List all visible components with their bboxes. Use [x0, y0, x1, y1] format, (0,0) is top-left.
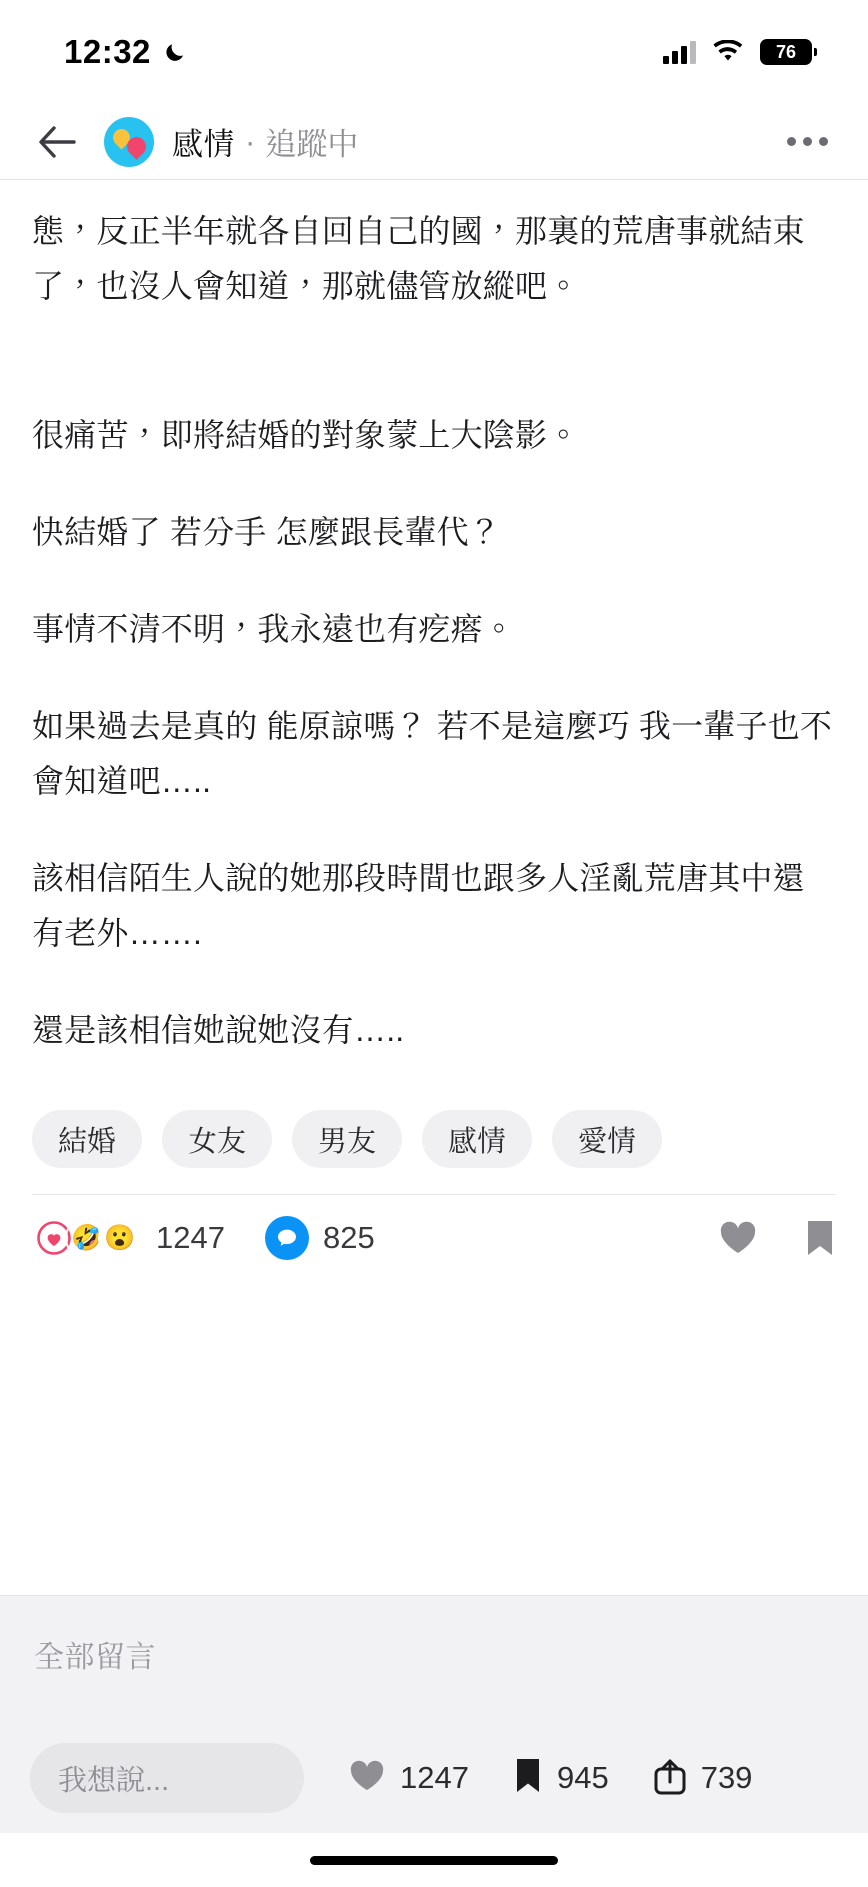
status-bar-right [663, 39, 812, 65]
bookmark-icon [513, 1757, 543, 1800]
wifi-icon [712, 40, 744, 64]
paragraph-spacer [32, 961, 836, 1003]
post-paragraph: 事情不清不明，我永遠也有疙瘩。 [32, 611, 516, 647]
status-bar [0, 0, 868, 104]
heart-icon [348, 1758, 386, 1799]
paragraph-spacer [32, 314, 836, 408]
tag-item[interactable]: 感情 [422, 1110, 532, 1168]
bottom-action-bar [0, 1715, 868, 1833]
cellular-signal-icon [663, 40, 696, 64]
post-content [0, 180, 868, 1581]
paragraph-spacer [32, 657, 836, 699]
back-arrow-icon[interactable] [34, 119, 80, 165]
reaction-count: 1247 [156, 1220, 225, 1255]
tag-list [32, 1110, 836, 1168]
comments-title: 全部留言 [34, 1641, 156, 1674]
crescent-moon-icon [163, 39, 189, 65]
surprised-emoji-icon: 😮 [98, 1216, 142, 1260]
post-paragraph: 快結婚了 若分手 怎麼跟長輩代？ [32, 514, 501, 550]
home-indicator[interactable] [310, 1856, 558, 1865]
post-paragraph: 如果過去是真的 能原諒嗎？ 若不是這麼巧 我一輩子也不會知道吧….. [32, 708, 833, 799]
post-paragraph: 態，反正半年就各自回自己的國，那裏的荒唐事就結束了，也沒人會知道，那就儘管放縱吧。 [32, 213, 805, 304]
tag-item[interactable]: 男友 [292, 1110, 402, 1168]
reaction-bar [32, 1194, 836, 1281]
board-avatar-hearts[interactable] [104, 117, 154, 167]
comment-bubble-icon [265, 1216, 309, 1260]
tag-item[interactable]: 女友 [162, 1110, 272, 1168]
share-count: 739 [700, 1760, 753, 1795]
reaction-summary[interactable] [32, 1216, 225, 1260]
bookmark-icon[interactable] [804, 1218, 836, 1258]
status-time: 12:32 [64, 33, 151, 70]
post-paragraph: 很痛苦，即將結婚的對象蒙上大陰影。 [32, 417, 580, 453]
like-button[interactable] [348, 1758, 469, 1799]
nav-separator: · [245, 123, 256, 159]
nav-bar [0, 104, 868, 180]
emoji-stack [32, 1216, 142, 1260]
paragraph-spacer [32, 463, 836, 505]
comment-count: 825 [322, 1220, 375, 1255]
comment-summary[interactable] [265, 1216, 375, 1260]
comments-section [0, 1595, 868, 1715]
like-count: 1247 [400, 1760, 469, 1795]
paragraph-spacer [32, 809, 836, 851]
post-paragraph: 該相信陌生人說的她那段時間也跟多人淫亂荒唐其中還有老外……. [32, 860, 805, 951]
comment-input[interactable]: 我想說... [30, 1743, 304, 1813]
share-button[interactable] [653, 1757, 753, 1800]
favorite-heart-icon[interactable] [718, 1219, 758, 1257]
status-bar-left [64, 33, 189, 71]
more-options-icon[interactable] [787, 137, 828, 146]
bookmark-button[interactable] [513, 1757, 609, 1800]
share-icon [653, 1757, 687, 1800]
bookmark-count: 945 [556, 1760, 609, 1795]
tag-item[interactable]: 結婚 [32, 1110, 142, 1168]
follow-status[interactable]: 追蹤中 [265, 127, 359, 162]
paragraph-spacer [32, 560, 836, 602]
post-paragraph: 還是該相信她說她沒有….. [32, 1012, 405, 1048]
home-indicator-area [0, 1833, 868, 1887]
laugh-emoji-icon: 🤣 [65, 1216, 109, 1260]
board-name[interactable]: 感情 [172, 127, 235, 162]
battery-indicator: 76 [760, 39, 812, 65]
tag-item[interactable]: 愛情 [552, 1110, 662, 1168]
